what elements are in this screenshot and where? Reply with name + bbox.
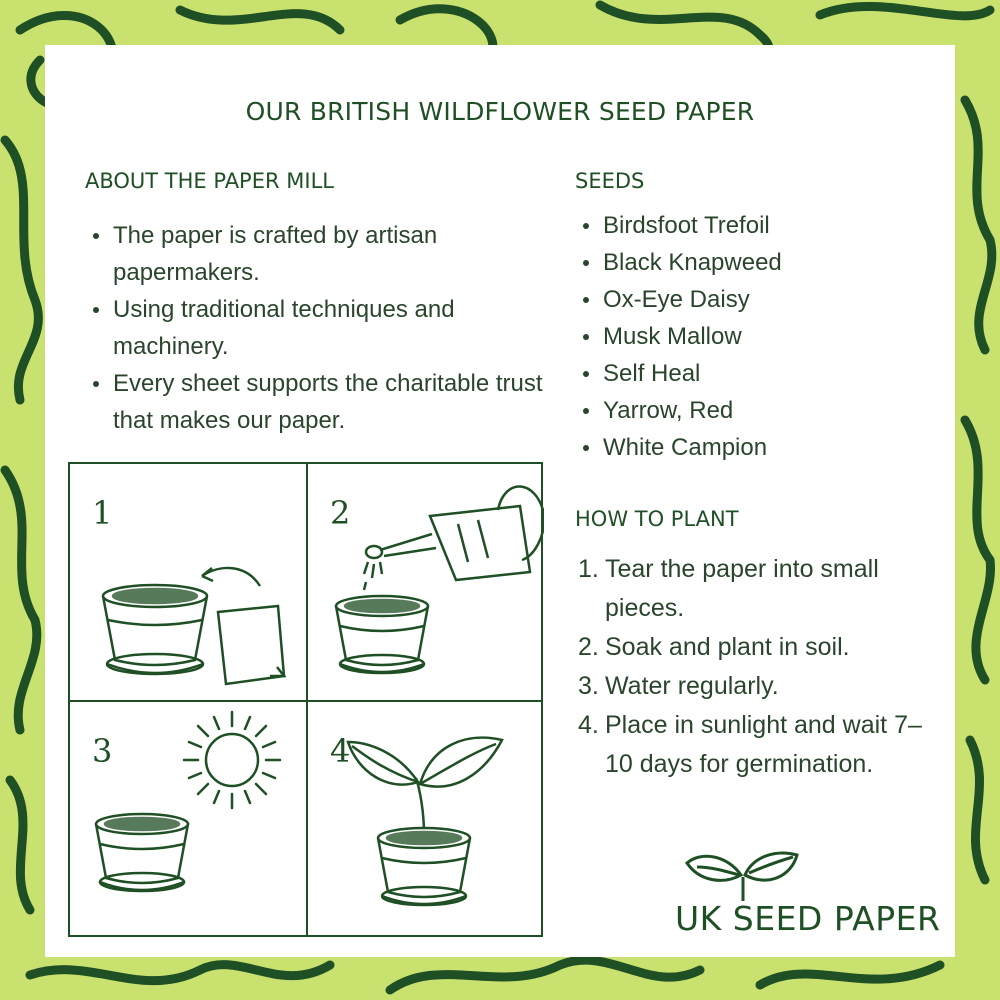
how-to-plant-heading: HOW TO PLANT bbox=[575, 507, 739, 531]
seed-item: White Campion bbox=[575, 429, 915, 466]
planting-step: 4. Place in sunlight and wait 7–10 days for germination. bbox=[578, 711, 922, 778]
seeds-list bbox=[575, 207, 915, 466]
planting-step: 3. Water regularly. bbox=[578, 672, 779, 700]
about-item: Using traditional techniques and machinery. bbox=[85, 291, 545, 365]
about-list bbox=[85, 217, 545, 439]
seed-item: Birdsfoot Trefoil bbox=[575, 207, 915, 244]
about-heading: ABOUT THE PAPER MILL bbox=[85, 169, 334, 193]
panel-number: 3 bbox=[92, 732, 113, 770]
watering-can-icon bbox=[308, 464, 544, 700]
panel-3 bbox=[70, 702, 306, 938]
panel-number: 4 bbox=[330, 732, 351, 770]
panel-1 bbox=[70, 464, 306, 700]
pot-with-paper-icon bbox=[70, 464, 306, 700]
sun-icon bbox=[70, 702, 306, 938]
about-item: The paper is crafted by artisan papermakers. bbox=[85, 217, 545, 291]
seed-item: Musk Mallow bbox=[575, 318, 915, 355]
planting-step: 1. Tear the paper into small pieces. bbox=[578, 555, 879, 622]
panel-number: 2 bbox=[330, 494, 351, 532]
planting-illustration-grid bbox=[68, 462, 543, 937]
seeds-heading: SEEDS bbox=[575, 169, 645, 193]
seed-item: Self Heal bbox=[575, 355, 915, 392]
panel-number: 1 bbox=[92, 494, 113, 532]
page-title: OUR BRITISH WILDFLOWER SEED PAPER bbox=[245, 97, 755, 126]
seed-item: Ox-Eye Daisy bbox=[575, 281, 915, 318]
about-item: Every sheet supports the charitable trust that makes our paper. bbox=[85, 365, 545, 439]
planting-steps bbox=[578, 550, 938, 784]
brand-logo bbox=[675, 845, 941, 945]
seed-item: Black Knapweed bbox=[575, 244, 915, 281]
seedling-icon bbox=[308, 702, 544, 938]
info-card bbox=[45, 45, 955, 957]
leaf-sprout-icon bbox=[683, 845, 803, 901]
panel-2 bbox=[308, 464, 544, 700]
panel-4 bbox=[308, 702, 544, 938]
seed-item: Yarrow, Red bbox=[575, 392, 915, 429]
planting-step: 2. Soak and plant in soil. bbox=[578, 633, 850, 661]
logo-text: UK SEED PAPER bbox=[675, 899, 941, 938]
